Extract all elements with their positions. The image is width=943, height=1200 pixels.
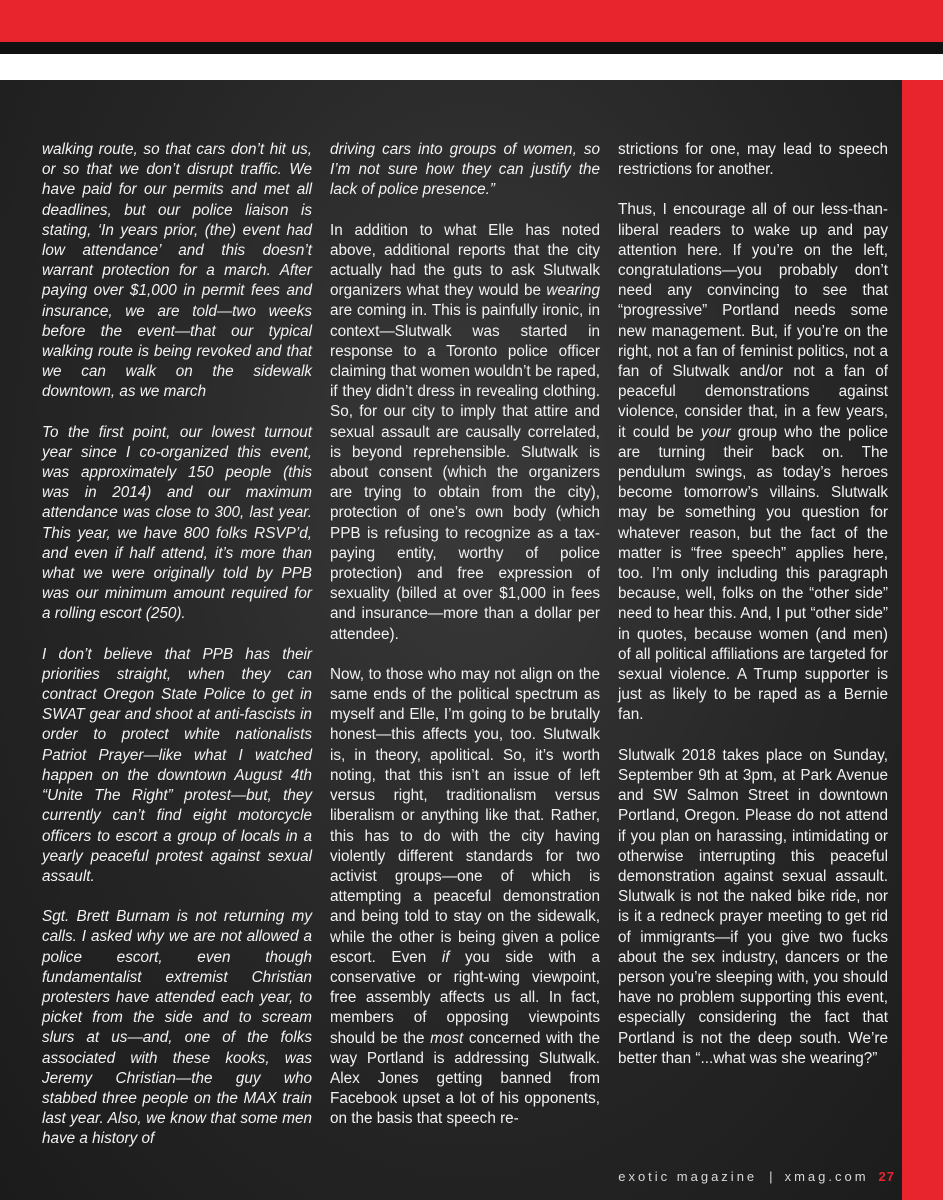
footer-magazine-name: exotic magazine [618,1169,758,1184]
emphasis-text: most [430,1029,464,1047]
article-column-2 [330,140,600,1150]
column1-paragraph-4: Sgt. Brett Burnam is not returning my calls. I asked why we are not allowed a police escort, even though fundamentalist extremist Christian protesters have attended each year, to picket from the side and to scream slurs at us—and, one of the folks associated with these kooks, was Jeremy Christian—the guy who stabbed three people on the MAX train last year. Also, we know that some men have a history of [42,908,312,1148]
column1-paragraph-2: To the first point, our lowest turnout year since I co-organized this event, was approximately 150 people (this was in 2014) and our maximum attendance was close to 300, last year. This year, we have 800 folks RSVP’d, and even if half attend, it’s more than what we were originally told by PPB was our minimum amount required for a rolling escort (250). [42,423,312,623]
text-span: Thus, I encourage all of our less-than-liberal readers to wake up and pay attention here. If you’re on the left, congratulations—you probably don’t need any convincing to see that “progressive” Portland needs some new management. But, if you’re on the right, not a fan of feminist politics, not a fan of Slutwalk and/or not a fan of peaceful demonstrations against violence, consider that, in a few years, it could be [618,201,888,441]
right-red-bar [902,80,943,1200]
column1-paragraph-3: I don’t believe that PPB has their priorities straight, when they can contract Oregon State Police to get in SWAT gear and shoot at anti-fascists in order to protect white nationalists Patriot Prayer—like what I watched happen on the downtown August 4th “Unite The Right” protest—but, they currently can’t find eight motorcycle officers to escort a group of locals in a yearly peaceful protest against sexual assault. [42,645,312,885]
text-span: concerned with the way Portland is addressing Slutwalk. Alex Jones getting banned from Facebook upset a lot of his opponents, on the basis that speech re- [330,1029,601,1128]
footer-site-url: xmag.com [784,1169,869,1184]
column1-paragraph-1: walking route, so that cars don’t hit us, or so that we don’t disrupt traffic. We have paid for our permits and met all deadlines, but our police liaison is stating, ‘In years prior, (the) event had low attendance’ and this doesn’t warrant protection for a march. After paying over $1,000 in permit fees and insurance, we are told—two weeks before the event—that our typical walking route is being revoked and that we can walk on the sidewalk downtown, as we march [42,141,312,401]
column2-paragraph-1: driving cars into groups of women, so I’m not sure how they can justify the lack of police presence.” [330,141,600,199]
text-span: are coming in. This is painfully ironic, in context—Slutwalk was started in response to a Toronto police officer claiming that women wouldn’t be raped, if they didn’t dress in revealing clothing. So, for our city to imply that attire and sexual assault are causally correlated, is beyond reprehensible. Slutwalk is about consent (which the organizers are trying to obtain from the city), protection of one’s own body (which PPB is refusing to recognize as a tax-paying entity, worthy of police protection) and free expression of sexuality (billed at over $1,000 in fees and insurance—more than a dollar per attendee). [330,302,600,643]
top-white-stripe [0,54,943,80]
column3-paragraph-1: strictions for one, may lead to speech restrictions for another. [618,141,888,179]
page-number: 27 [878,1169,895,1184]
text-span: you side with a conservative or right-wing viewpoint, free assembly affects us all. In fact, members of opposing viewpoints should be the [330,948,601,1047]
text-span: Now, to those who may not align on the same ends of the political spectrum as myself and Elle, I’m going to be brutally honest—this affects you, too. Slutwalk is, in theory, apolitical. So, it’s worth noting, that this isn’t an issue of left versus right, traditionalism versus liberalism or anything like that. Rather, this has to do with the city having violently different standards for two activist groups—one of which is attempting a peaceful demonstration and being told to stay on the sidewalk, while the other is being given a police escort. Even [330,665,600,966]
footer-separator: | [769,1169,773,1184]
top-red-band [0,0,943,42]
column3-paragraph-2 [618,200,888,725]
column3-paragraph-3: Slutwalk 2018 takes place on Sunday, September 9th at 3pm, at Park Avenue and SW Salmon Street in downtown Portland, Oregon. Please do not attend if you plan on harassing, intimidating or otherwise interrupting this peaceful demonstration against sexual assault. Slutwalk is not the naked bike ride, nor is it a redneck prayer meeting to get rid of immigrants—if you give two fucks about the sex industry, dancers or the person you’re sleeping with, you should have no problem supporting this event, especially considering the fact that Portland is not the deep south. We’re better than “...what was she wearing?” [618,746,888,1067]
page-footer [618,1169,895,1184]
emphasis-text: if [441,948,450,966]
top-black-stripe [0,42,943,54]
emphasis-text: your [700,423,731,441]
text-span: group who the police are turning their back on. The pendulum swings, as today’s heroes become tomorrow’s villains. Slutwalk may be something you question for whatever reason, but the fact of the matter is “free speech” applies here, too. I’m only including this paragraph because, well, folks on the “other side” need to hear this. And, I put “other side” in quotes, because women (and men) of all political affiliations are targeted for sexual violence. A Trump supporter is just as likely to be raped as a Bernie fan. [618,423,889,724]
article-column-1 [42,140,312,1170]
text-span: In addition to what Elle has noted above, additional reports that the city actually had the guts to ask Slutwalk organizers what they would be [330,221,600,300]
column2-paragraph-3 [330,665,600,1130]
emphasis-text: wearing [546,282,600,300]
article-column-3 [618,140,888,1089]
column2-paragraph-2 [330,221,600,645]
